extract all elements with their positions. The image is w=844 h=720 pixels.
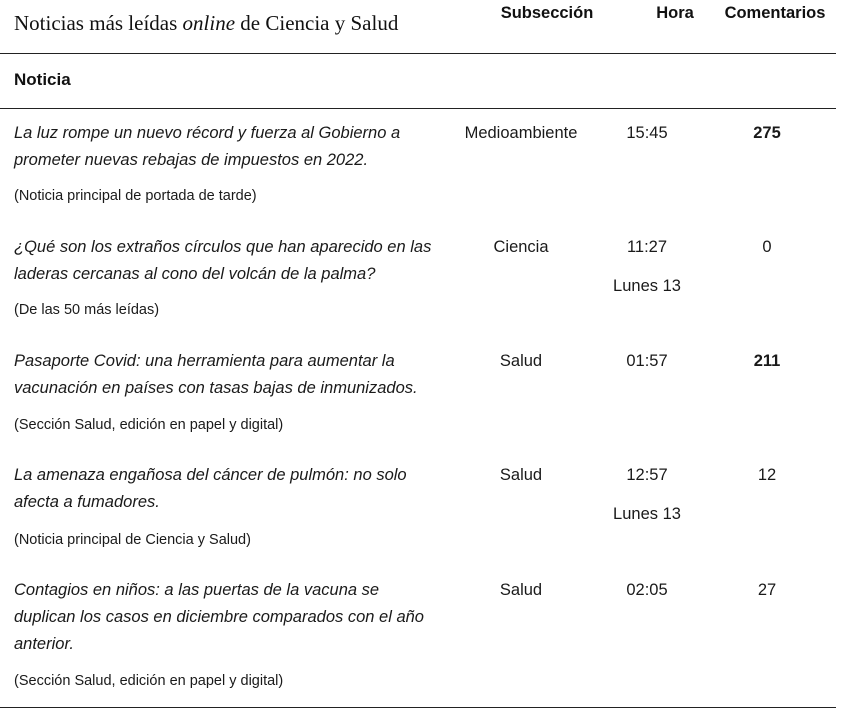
- row-dia: Lunes 13: [613, 277, 681, 295]
- row-hora: 01:57: [626, 352, 668, 370]
- row-headline: Pasaporte Covid: una herramienta para aumentar la vacunación en países con tasas bajas de inmunizados.: [14, 352, 418, 397]
- row-comentarios: 12: [757, 466, 777, 484]
- row-comentarios: 211: [753, 352, 781, 370]
- row-subseccion: Medioambiente: [464, 124, 578, 142]
- row-hora: 15:45: [626, 124, 668, 142]
- row-subseccion: Salud: [499, 581, 543, 599]
- page-title-suffix: de Ciencia y Salud: [235, 11, 399, 35]
- row-note: (Sección Salud, edición en papel y digital): [14, 417, 284, 433]
- row-comentarios: 27: [757, 581, 777, 599]
- row-note: (Sección Salud, edición en papel y digital): [14, 673, 284, 689]
- table-top-rule: [0, 53, 836, 54]
- row-dia: Lunes 13: [613, 505, 681, 523]
- row-hora: 02:05: [626, 581, 668, 599]
- header-noticia: Noticia: [14, 70, 71, 89]
- row-hora: 11:27: [626, 238, 668, 256]
- row-note: (De las 50 más leídas): [14, 302, 160, 318]
- row-headline: ¿Qué son los extraños círculos que han aparecido en las laderas cercanas al cono del volcán de la palma?: [14, 238, 432, 283]
- row-headline: Contagios en niños: a las puertas de la vacuna se duplican los casos en diciembre comparados con el año anterior.: [14, 581, 424, 653]
- row-headline: La luz rompe un nuevo récord y fuerza al Gobierno a prometer nuevas rebajas de impuestos en 2022.: [14, 124, 401, 169]
- header-comentarios: Comentarios: [724, 4, 826, 22]
- row-hora: 12:57: [626, 466, 668, 484]
- page-title-prefix: Noticias más leídas: [14, 11, 183, 35]
- row-subseccion: Ciencia: [493, 238, 549, 256]
- row-headline: La amenaza engañosa del cáncer de pulmón: no solo afecta a fumadores.: [14, 466, 407, 511]
- table-header-rule: [0, 108, 836, 109]
- row-note: (Noticia principal de Ciencia y Salud): [14, 532, 251, 548]
- page-title-emphasis: online: [182, 11, 236, 35]
- page-title: [14, 11, 398, 36]
- row-comentarios: 0: [762, 238, 772, 256]
- row-comentarios: 275: [753, 124, 781, 142]
- row-note: (Noticia principal de portada de tarde): [14, 188, 257, 204]
- table-bottom-rule: [0, 707, 836, 708]
- row-subseccion: Salud: [499, 466, 543, 484]
- header-subseccion: Subsección: [500, 4, 594, 22]
- header-hora: Hora: [656, 4, 694, 22]
- row-subseccion: Salud: [499, 352, 543, 370]
